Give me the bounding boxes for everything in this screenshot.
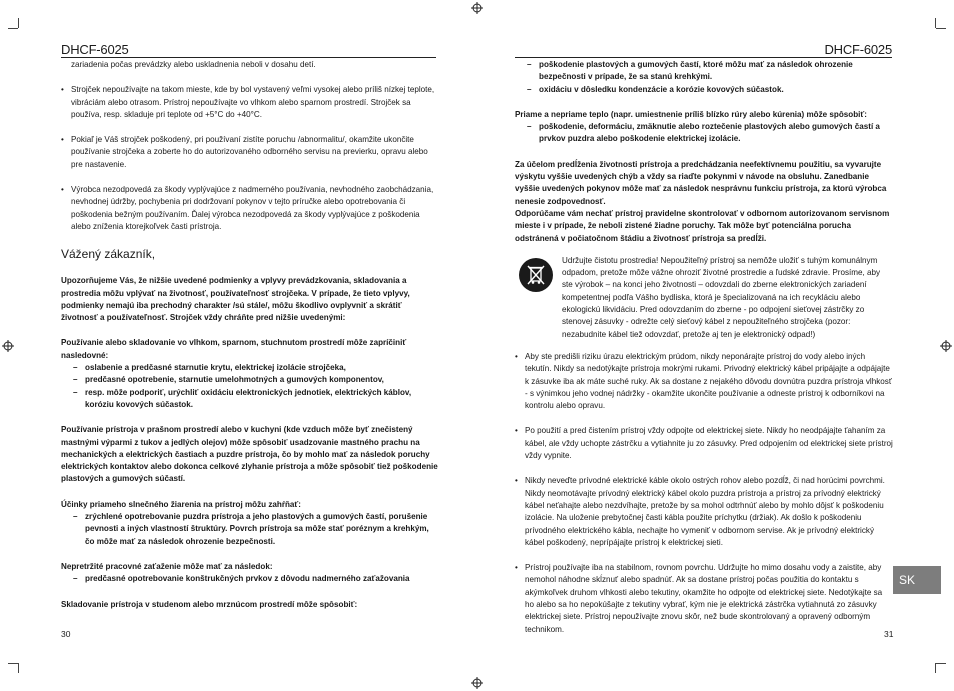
load-title: Nepretržité pracovné zaťaženie môže mať za následok: (61, 561, 273, 571)
cold-title: Skladovanie prístroja v studenom alebo mrznúcom prostredí môže spôsobiť: (61, 599, 358, 609)
page-number: 31 (884, 629, 894, 639)
model-header: DHCF-6025 (61, 42, 129, 57)
header-rule (61, 57, 436, 58)
model-header: DHCF-6025 (824, 42, 892, 57)
list-item: – zrýchlené opotrebovanie puzdra prístroja a jeho plastových a gumových častí, porušenie pevnosti a iných vlastností štruktúry. Povrch prístroja sa môže stať poréznym a krehkým, čo môže mať za následok ohrozenie bezpečnosti. (61, 511, 439, 548)
list-item: – oslabenie a predčasné starnutie krytu, elektrickej izolácie strojčeka, (61, 362, 439, 374)
dust-paragraph: Používanie prístroja v prašnom prostredí alebo v kuchyni (kde vzduch môže byť znečistený mastnými výparmi z tukov a jedlých olejov) môže spôsobiť usadzovanie mastného prachu na mechanických a elektrických častiach a puzdre prístroja, čo by mohlo mať za následok poruchy elektrických kontaktov alebo dokonca celkové zlyhanie prístroja a môže spôsobiť tiež poškodenie plastových a gumových súčastí. (61, 425, 438, 484)
header-rule (515, 57, 892, 58)
heat-title: Priame a nepriame teplo (napr. umiestnenie príliš blízko rúry alebo kúrenia) môže spôsobiť: (515, 109, 867, 119)
list-item: • Nikdy neveďte prívodné elektrické káble okolo ostrých rohov alebo pozdĺž, či nad horúcimi povrchmi. Nikdy neomotávajte prívodný elektrický kábel okolo puzdra prístroja a prístroj za prívodný elektrický kábel neťahajte alebo nezdvíhajte, pretože by sa mohol odtrhnúť alebo by mohlo dôjsť k poškodeniu izolácie. Na uloženie prebytočnej časti kábla použite príchytku (držiak). Ak došlo k poškodeniu prívodného elektrického kábla, nechajte ho vymeniť v odbornom servise. Ak je prívodný elektrický kábel poškodený, neprípájajte prístroj k elektrickej sieti. (515, 475, 893, 549)
list-item: – oxidáciu v dôsledku kondenzácie a korózie kovových súčastok. (515, 84, 893, 96)
humid-title: Používanie alebo skladovanie vo vlhkom, sparnom, stuchnutom prostredí môže zapríčiniť nasledovné: (61, 338, 407, 360)
list-item: – poškodenie, deformáciu, zmäknutie alebo roztečenie plastových alebo gumových častí a prvkov puzdra alebo poškodenie elektrickej izolácie. (515, 121, 893, 146)
left-column (61, 59, 439, 611)
warning-paragraph: Upozorňujeme Vás, že nižšie uvedené podmienky a vplyvy prevádzkovania, skladovania a prostredia môžu vplývať na životnosť, používateľnosť strojčeka. V prípade, že tieto vplyvy, podmienky nemajú iba prechodný charakter /sú stále/, môžu škodlivo ovplyvniť a skrátiť životnosť a používateľnosť. Strojček vždy chráňte pred nižšie uvedenými: (61, 276, 410, 323)
page-number: 30 (61, 629, 71, 639)
list-item: • Výrobca nezodpovedá za škody vyplývajúce z nadmerného používania, nevhodného zaobchádzania, nevhodnej údržby, pochybenia pri dodržovaní pokynov v tejto príručke alebo opotrebovania či poškodenia bežným používaním. Ďalej výrobca nezodpovedá za škody vyplývajúce z poškodenia alebo zníženia ktorejkoľvek časti prístroja. (61, 184, 439, 233)
list-item: – predčasné opotrebovanie konštrukčných prvkov z dôvodu nadmerného zaťažovania (61, 573, 439, 585)
recycle-block (515, 255, 893, 341)
intro-line: zariadenia počas prevádzky alebo uskladnenia neboli v dosahu detí. (71, 60, 316, 69)
list-item: • Prístroj používajte iba na stabilnom, rovnom povrchu. Udržujte ho mimo dosahu vody a zaistite, aby nemohol náhodne skĺznuť alebo spadnúť. Ak sa dostane prístroj počas použitia do kontaktu s akýmkoľvek druhom vlhkosti alebo tekutiny, okamžite ho odpojte od elektrickej siete. Nedotýkajte sa ho alebo sa ho nepokúšajte z tekutiny vybrať, kým nie je elektrická zástrčka vytiahnutá zo zásuvky elektrickej siete. Prístroj nepoužívajte znovu skôr, než bude skontrolovaný a opravený odborným technikom. (515, 562, 893, 636)
right-column (515, 59, 893, 636)
life-paragraph: Za účelom predĺženia životnosti prístroja a predchádzania neefektívnemu použitiu, sa vyvarujte výskytu vyššie uvedených chýb a vždy sa riaďte pokynmi v návode na obsluhu. Zanedbanie vyššie uvedených pokynov môže mať za následok nesprávnu funkciu prístroja, za ktorú výrobca nenesie zodpovednosť. (515, 159, 887, 206)
crossed-bin-icon (519, 258, 553, 292)
list-item: – resp. môže podporiť, urýchliť oxidáciu elektronických jednotiek, elektrických káblov, koróziu kovových súčastok. (61, 387, 439, 412)
list-item: • Po použití a pred čistením prístroj vždy odpojte od elektrickej siete. Nikdy ho neodpájajte ťahaním za kábel, ale vždy uchopte zástrčku a vytiahnite ju zo zásuvky. Pred odpojením od elektrickej siete prístroj vždy vypnite. (515, 425, 893, 462)
service-paragraph: Odporúčame vám nechať prístroj pravidelne skontrolovať v odbornom autorizovanom servisnom mieste i v prípade, že neboli zistené žiadne poruchy. Tak môže byť potenciálna porucha odstránená v počiatočnom štádiu a životnosť prístroja sa predĺži. (515, 208, 890, 243)
list-item: • Strojček nepoužívajte na takom mieste, kde by bol vystavený veľmi vysokej alebo príliš nízkej teplote, vibráciám alebo otrasom. Prístroj nepoužívajte vo vlhkom alebo sparnom prostredí. Strojček sa používa, resp. skladuje pri teplote od +5°C do +40°C. (61, 84, 439, 121)
list-item: • Aby ste predišli riziku úrazu elektrickým prúdom, nikdy neponárajte prístroj do vody alebo iných tekutín. Nikdy sa nedotýkajte prístroja mokrými rukami. Privodný elektrický kábel pripájajte a odpájajte k zásuvke iba ak máte suché ruky. Ak sa dostane z nejakého dôvodu dovnútra puzdra prístroja vlhkosť - s výnimkou jeho vodnej nádržky - okamžite ukončite používanie a odneste prístroj k odborníkovi na kontrolu alebo opravu. (515, 351, 893, 412)
language-tab: SK (893, 566, 941, 594)
sun-title: Účinky priameho slnečného žiarenia na prístroj môžu zahŕňať: (61, 499, 302, 509)
list-item: – predčasné opotrebenie, starnutie umelohmotných a gumových komponentov, (61, 374, 439, 386)
recycle-text: Udržujte čistotu prostredia! Nepoužiteľný prístroj sa nemôže uložiť s tuhým komunálnym odpadom, pretože môže vážne ohroziť životné prostredie a ľudské zdravie. Prosíme, aby ste výrobok – na konci jeho životnosti – odovzdali do zberne elektronických zariadení kompetentnej podľa Vášho bydliska, ktorá je špecializovaná na ich recykláciu alebo ekologickú likvidáciu. Pred odovzdaním do zberne - po odpojení sieťovej zástrčky zo stenovej zásuvky - odrežte celý sieťový kábel z nepoužiteľného strojčeka (pozor: nezabudnite kábel tiež odovzdať, pretože aj ten je elektronický odpad!) (562, 255, 881, 339)
list-item: • Pokiaľ je Váš strojček poškodený, pri používaní zistíte poruchu /abnormalitu/, okamžite ukončite používanie strojčeka a zoberte ho do autorizovaného odborného servisu na previerku, opravu alebo pre nastavenie. (61, 134, 439, 171)
section-heading: Vážený zákazník, (61, 247, 156, 262)
list-item: – poškodenie plastových a gumových častí, ktoré môžu mať za následok ohrozenie bezpečnosti v prípade, že sa stanú krehkými. (515, 59, 893, 84)
